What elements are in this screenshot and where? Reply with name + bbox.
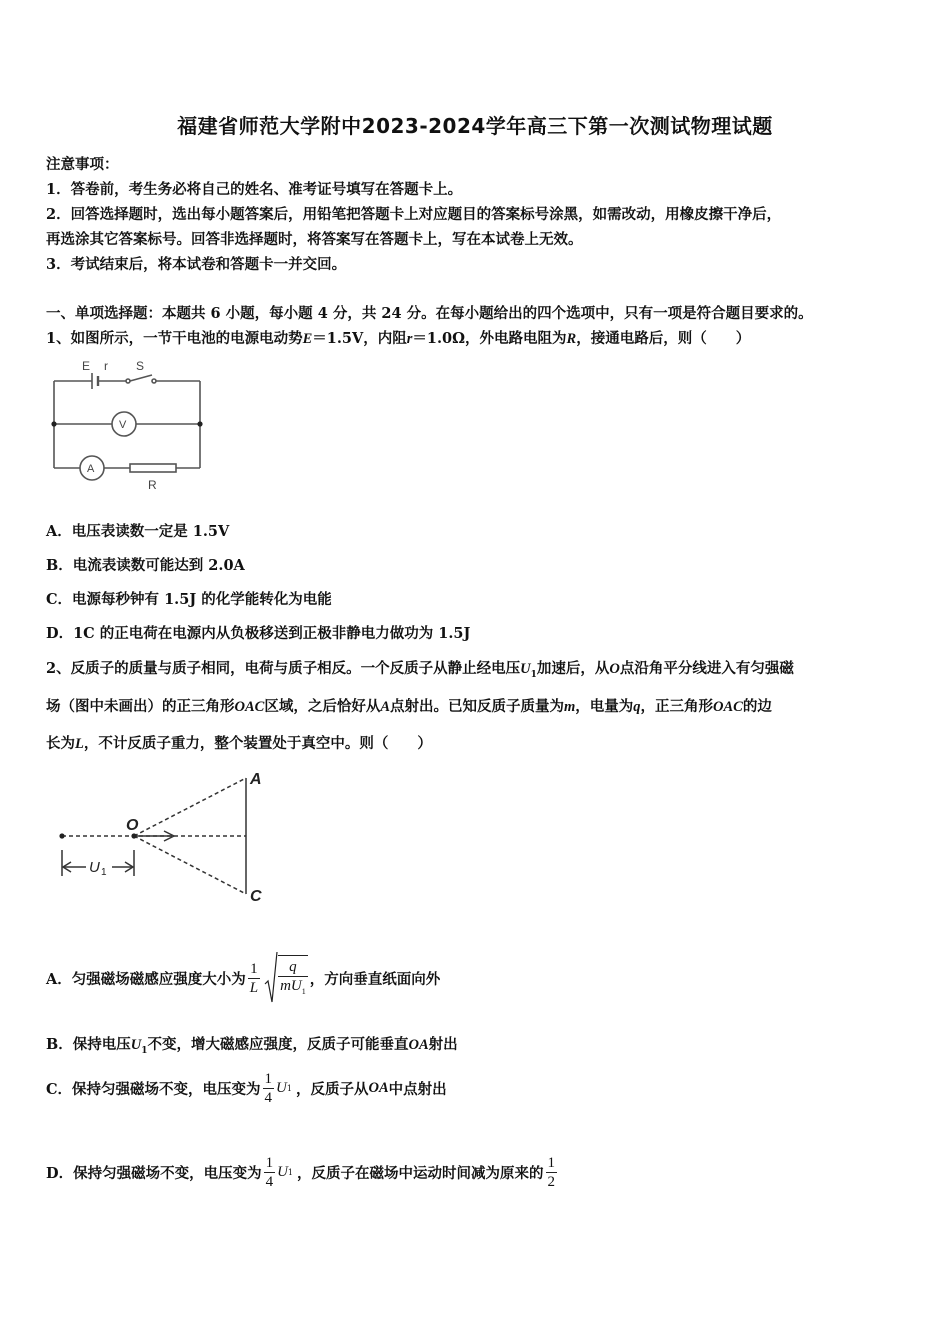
q2-option-c-mid: ，反质子从 [295, 1080, 369, 1098]
q2-option-c [46, 1066, 447, 1110]
fraction-numerator: 1 [547, 1154, 556, 1171]
section-heading: 一、单项选择题：本题共 6 小题，每小题 4 分，共 24 分。在每小题给出的四个选项中，只有一项是符合题目要求的。 [46, 305, 813, 322]
q2-text: 的边 [742, 698, 772, 715]
label-O: O [126, 817, 139, 834]
q2-text: ，电量为 [575, 698, 634, 715]
q2-U-symbol: U [520, 661, 531, 677]
q2-option-c-text: C．保持匀强磁场不变，电压变为 [46, 1080, 261, 1098]
q1-stem-a: 1、如图所示，一节干电池的电源电动势 [46, 330, 303, 347]
notice-item-1: 1．答卷前，考生务必将自己的姓名、准考证号填写在答题卡上。 [46, 181, 463, 198]
fraction-q-over-mU [278, 955, 308, 1001]
q2-option-d-tail: ，反质子在磁场中运动时间减为原来的 [297, 1164, 544, 1182]
fraction-denominator: 4 [264, 1089, 273, 1106]
q2-option-d-text: D．保持匀强磁场不变，电压变为 [46, 1164, 262, 1182]
q2-option-c-tail: 中点射出 [388, 1080, 447, 1098]
U-subscript: 1 [301, 987, 306, 996]
label-A: A [250, 771, 262, 788]
fraction-1-over-4 [263, 1070, 275, 1107]
q2-O-symbol: O [609, 661, 620, 677]
q2-text: ，正三角形 [640, 698, 714, 715]
notice-item-2-cont: 再选涂其它答案标号。回答非选择题时，将答案写在答题卡上，写在本试卷上无效。 [46, 231, 583, 248]
q2-text: 2、反质子的质量与质子相同，电荷与质子相反。一个反质子从静止经电压 [46, 660, 521, 677]
OA-symbol: OA [408, 1037, 429, 1053]
q2-text: 区域，之后恰好从 [264, 698, 381, 715]
q1-option-b: B．电流表读数可能达到 2.0A [46, 557, 245, 574]
mU-text: mU [280, 978, 302, 994]
q1-r-symbol: r [406, 331, 413, 347]
q1-circuit-figure [44, 356, 214, 496]
q1-option-a: A．电压表读数一定是 1.5V [46, 523, 230, 540]
q1-stem [46, 327, 750, 348]
label-U-subscript: 1 [101, 867, 107, 878]
q2-text: ，不计反质子重力，整个装置处于真空中。则（ ） [83, 735, 432, 752]
q2-option-a-text: A．匀强磁场磁感应强度大小为 [46, 970, 246, 988]
q2-q-symbol: q [633, 699, 641, 715]
q2-stem-line-3 [46, 732, 432, 753]
q2-A-symbol: A [380, 699, 390, 715]
label-C: C [250, 888, 262, 905]
fraction-numerator: q [278, 958, 308, 977]
q2-stem-line-2 [46, 695, 772, 716]
fraction-numerator: 1 [264, 1070, 273, 1087]
ammeter-label: A [87, 463, 95, 475]
fraction-denominator [278, 977, 308, 1001]
q1-option-c: C．电源每秒钟有 1.5J 的化学能转化为电能 [46, 591, 332, 608]
q2-option-b-tail: 射出 [428, 1036, 458, 1053]
fraction-1-over-2 [546, 1154, 558, 1191]
q1-r-value: ＝1.0Ω，外电路电阻为 [412, 330, 567, 347]
q1-stem-b: ，接通电路后，则（ ） [576, 330, 751, 347]
q1-E-symbol: E [302, 331, 313, 347]
page-title: 福建省师范大学附中2023-2024学年高三下第一次测试物理试题 [177, 114, 773, 138]
q1-E-value: ＝1.5V，内阻 [312, 330, 407, 347]
voltmeter-label: V [119, 419, 127, 431]
label-U: U [89, 859, 100, 876]
U-symbol: U [277, 1163, 288, 1180]
q2-m-symbol: m [564, 699, 576, 715]
notice-heading: 注意事项： [46, 156, 119, 173]
fraction-denominator: 4 [265, 1173, 274, 1190]
q2-stem-line-1 [46, 657, 794, 680]
U-symbol: U [276, 1079, 287, 1096]
OA-symbol: OA [368, 1079, 389, 1096]
q2-text: 长为 [46, 735, 75, 752]
U-symbol: U [130, 1037, 142, 1053]
U-subscript: 1 [141, 1045, 148, 1056]
fraction-numerator: 1 [265, 1154, 274, 1171]
q2-text: 点射出。已知反质子质量为 [390, 698, 564, 715]
U-subscript: 1 [286, 1083, 292, 1093]
q2-option-a [46, 950, 440, 1006]
q2-text: 点沿角平分线进入有匀强磁 [619, 660, 794, 677]
q2-option-b-text: B．保持电压 [46, 1036, 131, 1053]
q1-R-symbol: R [566, 331, 577, 347]
U-subscript: 1 [287, 1167, 294, 1177]
q2-U-subscript: 1 [530, 669, 537, 680]
label-E: E [82, 359, 91, 373]
q2-L-symbol: L [75, 736, 84, 752]
q2-text: 加速后，从 [536, 660, 610, 677]
label-S: S [136, 359, 145, 373]
q1-option-d: D．1C 的正电荷在电源内从负极移送到正极非静电力做功为 1.5J [46, 625, 471, 642]
notice-item-3: 3．考试结束后，将本试卷和答题卡一并交回。 [46, 256, 347, 273]
fraction-numerator: 1 [248, 960, 260, 979]
q2-triangle-figure [50, 766, 280, 911]
fraction-1-over-4 [264, 1154, 276, 1191]
label-R: R [148, 478, 157, 492]
q2-text: 场（图中未画出）的正三角形 [46, 698, 235, 715]
fraction-denominator: L [249, 979, 259, 996]
fraction-1-over-L [248, 960, 260, 997]
sqrt-sign-icon [264, 950, 278, 1006]
q2-option-b [46, 1033, 458, 1056]
q2-option-b-mid: 不变，增大磁感应强度，反质子可能垂直 [147, 1036, 409, 1053]
notice-item-2: 2．回答选择题时，选出每小题答案后，用铅笔把答题卡上对应题目的答案标号涂黑，如需改动，用橡皮擦干净后， [46, 206, 782, 223]
q2-option-d [46, 1150, 559, 1194]
label-r: r [104, 359, 108, 373]
q2-option-a-tail: ，方向垂直纸面向外 [309, 970, 441, 988]
fraction-denominator: 2 [547, 1173, 556, 1190]
q2-OAC-symbol: OAC [234, 699, 265, 715]
q2-OAC-symbol: OAC [713, 699, 743, 715]
